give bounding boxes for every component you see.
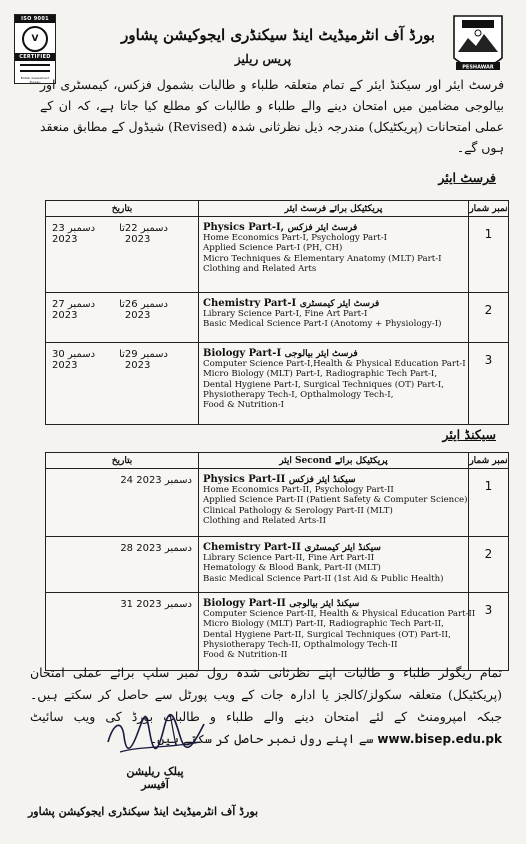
date-cell	[46, 217, 199, 293]
date-to: 27 دسمبر 2023	[52, 299, 96, 321]
subject-line: Food & Nutrition-I	[203, 400, 285, 411]
table-header-row	[46, 201, 509, 217]
date-from: 31 دسمبر 2023	[120, 599, 192, 610]
subject-line: Applied Science Part-I (PH, CH)	[203, 243, 343, 254]
header-serial-no: نمبر شمار	[469, 201, 509, 217]
subject-cell	[199, 343, 469, 425]
serial-no-cell: 3	[469, 593, 509, 671]
subject-line: Food & Nutrition-II	[203, 650, 288, 661]
table-row	[46, 293, 509, 343]
subject-line: Physiotherapy Tech-I, Opthalmology Tech-I,	[203, 389, 394, 400]
subject-title-ur: فرسٹ ایئر بیالوجی	[284, 349, 358, 359]
board-name: بورڈ آف انٹرمیڈیٹ اینڈ سیکنڈری ایجوکیشن پشاور	[121, 26, 435, 44]
subject-cell	[199, 469, 469, 537]
subject-line: Micro Biology (MLT) Part-II, Radiographic Tech Part-II,	[203, 619, 444, 630]
serial-no-cell: 2	[469, 293, 509, 343]
subject-title-ur: فرسٹ ایئر فزکس	[287, 223, 358, 233]
first-year-schedule-table	[45, 200, 509, 425]
subject-cell	[199, 293, 469, 343]
date-cell	[46, 593, 199, 671]
serial-no-cell: 1	[469, 217, 509, 293]
iso-badge-foot: British Assessment Bureau	[20, 76, 50, 84]
date-cell	[46, 343, 199, 425]
iso-check-icon: V	[22, 26, 48, 52]
subject-title-ur: سیکنڈ ایئر بیالوجی	[289, 599, 360, 609]
date-to-word: تا	[119, 349, 125, 360]
footer-note-part2: سے اپنے رول نمبر حاصل کر سکتے ہیں۔	[149, 731, 374, 746]
serial-no-cell: 2	[469, 537, 509, 593]
date-from: 26 دسمبر 2023	[124, 299, 168, 321]
subject-line: Applied Science Part-II (Patient Safety & Computer Science)	[203, 495, 468, 506]
iso-badge-top: ISO 9001	[15, 15, 55, 23]
first-year-heading: فرسٹ ایئر	[438, 170, 496, 185]
subject-line: Computer Science Part-II, Health & Physical Education Part-II	[203, 609, 476, 619]
date-to: 30 دسمبر 2023	[52, 349, 96, 371]
officer-title: پبلک ریلیشن آفیسر	[126, 765, 184, 791]
subject-line: Basic Medical Science Part-II (1st Aid & Public Health)	[203, 573, 444, 584]
date-from: 22 دسمبر 2023	[124, 223, 168, 245]
website-link[interactable]: www.bisep.edu.pk	[377, 732, 502, 746]
subject-title-en: Physics Part-II	[203, 474, 286, 485]
subject-line: Basic Medical Science Part-I (Anotomy + Physiology-I)	[203, 319, 442, 330]
subject-title-en: Chemistry Part-I	[203, 298, 297, 309]
subject-line: Library Science Part-II, Fine Art Part-II	[203, 553, 375, 563]
subject-line: Home Economics Part-I, Psychology Part-I	[203, 233, 388, 243]
subject-title-en: Biology Part-II	[203, 598, 286, 609]
subject-title-en: Chemistry Part-II	[203, 542, 301, 553]
header-subject: پریکٹیکل برائے Second ایئر	[199, 453, 469, 469]
table-header-row	[46, 453, 509, 469]
table-row	[46, 469, 509, 537]
subject-line: Clothing and Related Arts-II	[203, 515, 326, 526]
subject-line: Physiotherapy Tech-II, Opthalmology Tech-II	[203, 639, 398, 650]
subject-title-ur: سیکنڈ ایئر کیمسٹری	[304, 543, 381, 553]
table-row	[46, 217, 509, 293]
subject-line: Micro Biology (MLT) Part-I, Radiographic Tech Part-I,	[203, 369, 438, 380]
subject-line: Computer Science Part-I,Health & Physical Education Part-I	[203, 359, 466, 369]
date-from: 29 دسمبر 2023	[124, 349, 168, 371]
date-from: 28 دسمبر 2023	[120, 543, 192, 554]
table-row	[46, 343, 509, 425]
subject-cell	[199, 537, 469, 593]
seal-text: PESHAWAR	[462, 64, 494, 71]
date-cell	[46, 469, 199, 537]
footer-note-part1: تمام ریگولر طلباء و طالبات اپنے نظرثانی شدہ رول نمبر سلپ برائے عملی امتحان (پریکٹیکل) متعلقہ سکولز/کالجز یا ادارہ جات کے ویب پورٹل سے حاصل کر سکتے ہیں۔ جبکہ امپرومنٹ کے لئے امتحان دینے والے طلباء و طالبات بورڈ کی ویب سائیٹ	[30, 665, 502, 724]
subject-title-ur: فرسٹ ایئر کیمسٹری	[299, 299, 380, 309]
subject-line: Dental Hygiene Part-I, Surgical Techniques (OT) Part-I,	[203, 379, 445, 390]
subject-line: Dental Hygiene Part-II, Surgical Techniques (OT) Part-II,	[203, 629, 451, 640]
date-to: 23 دسمبر 2023	[52, 223, 96, 245]
subject-line: Hematology & Blood Bank, Part-II (MLT)	[203, 563, 381, 574]
subject-line: Home Economics Part-II, Psychology Part-II	[203, 485, 394, 495]
intro-paragraph: فرسٹ ایئر اور سیکنڈ ایئر کے تمام متعلقہ طلباء و طالبات بشمول فزکس، کیمسٹری اور بیالوجی مضامین میں امتحان دینے والے طلباء و طالبات کو مطلع کیا جاتا ہے، کہ ان کے عملی امتحانات (پریکٹیکل) مندرجہ ذیل نظرثانی شدہ (Revised) شیڈول کے مطابق منعقد ہوں گے۔	[40, 77, 505, 155]
subject-line: Micro Techniques & Elementary Anatomy (MLT) Part-I	[203, 253, 442, 264]
serial-no-cell: 1	[469, 469, 509, 537]
subject-title-en: Biology Part-I	[203, 348, 282, 359]
iso-stripes	[20, 64, 50, 72]
table-row	[46, 537, 509, 593]
subject-title-ur: سیکنڈ ایئر فزکس	[288, 475, 356, 485]
subject-line: Clinical Pathology & Serology Part-II (MLT)	[203, 505, 393, 516]
board-seal-icon	[450, 12, 506, 80]
table-row	[46, 593, 509, 671]
header-date: بتاریخ	[46, 201, 199, 217]
subject-cell	[199, 217, 469, 293]
serial-no-cell: 3	[469, 343, 509, 425]
second-year-schedule-table	[45, 452, 509, 671]
header-serial-no: نمبر شمار	[469, 453, 509, 469]
date-cell	[46, 537, 199, 593]
subject-cell	[199, 593, 476, 671]
iso-badge-line: CERTIFIED	[15, 53, 55, 61]
date-cell	[46, 293, 199, 343]
subject-line: Library Science Part-I, Fine Art Part-I	[203, 309, 368, 319]
officer-organization: بورڈ آف انٹرمیڈیٹ اینڈ سیکنڈری ایجوکیشن پشاور	[28, 805, 259, 818]
subject-title-en: Physics Part-I,	[203, 222, 285, 233]
date-from: 24 دسمبر 2023	[120, 475, 192, 486]
subject-line: Clothing and Related Arts	[203, 263, 317, 274]
signature-icon	[100, 702, 210, 772]
second-year-heading: سیکنڈ ایئر	[442, 427, 496, 442]
header-subject: پریکٹیکل برائے فرسٹ ایئر	[199, 201, 469, 217]
date-to-word: تا	[119, 223, 125, 234]
press-release-title: پریس ریلیز	[234, 52, 292, 66]
date-to-word: تا	[119, 299, 125, 310]
header-date: بتاریخ	[46, 453, 199, 469]
